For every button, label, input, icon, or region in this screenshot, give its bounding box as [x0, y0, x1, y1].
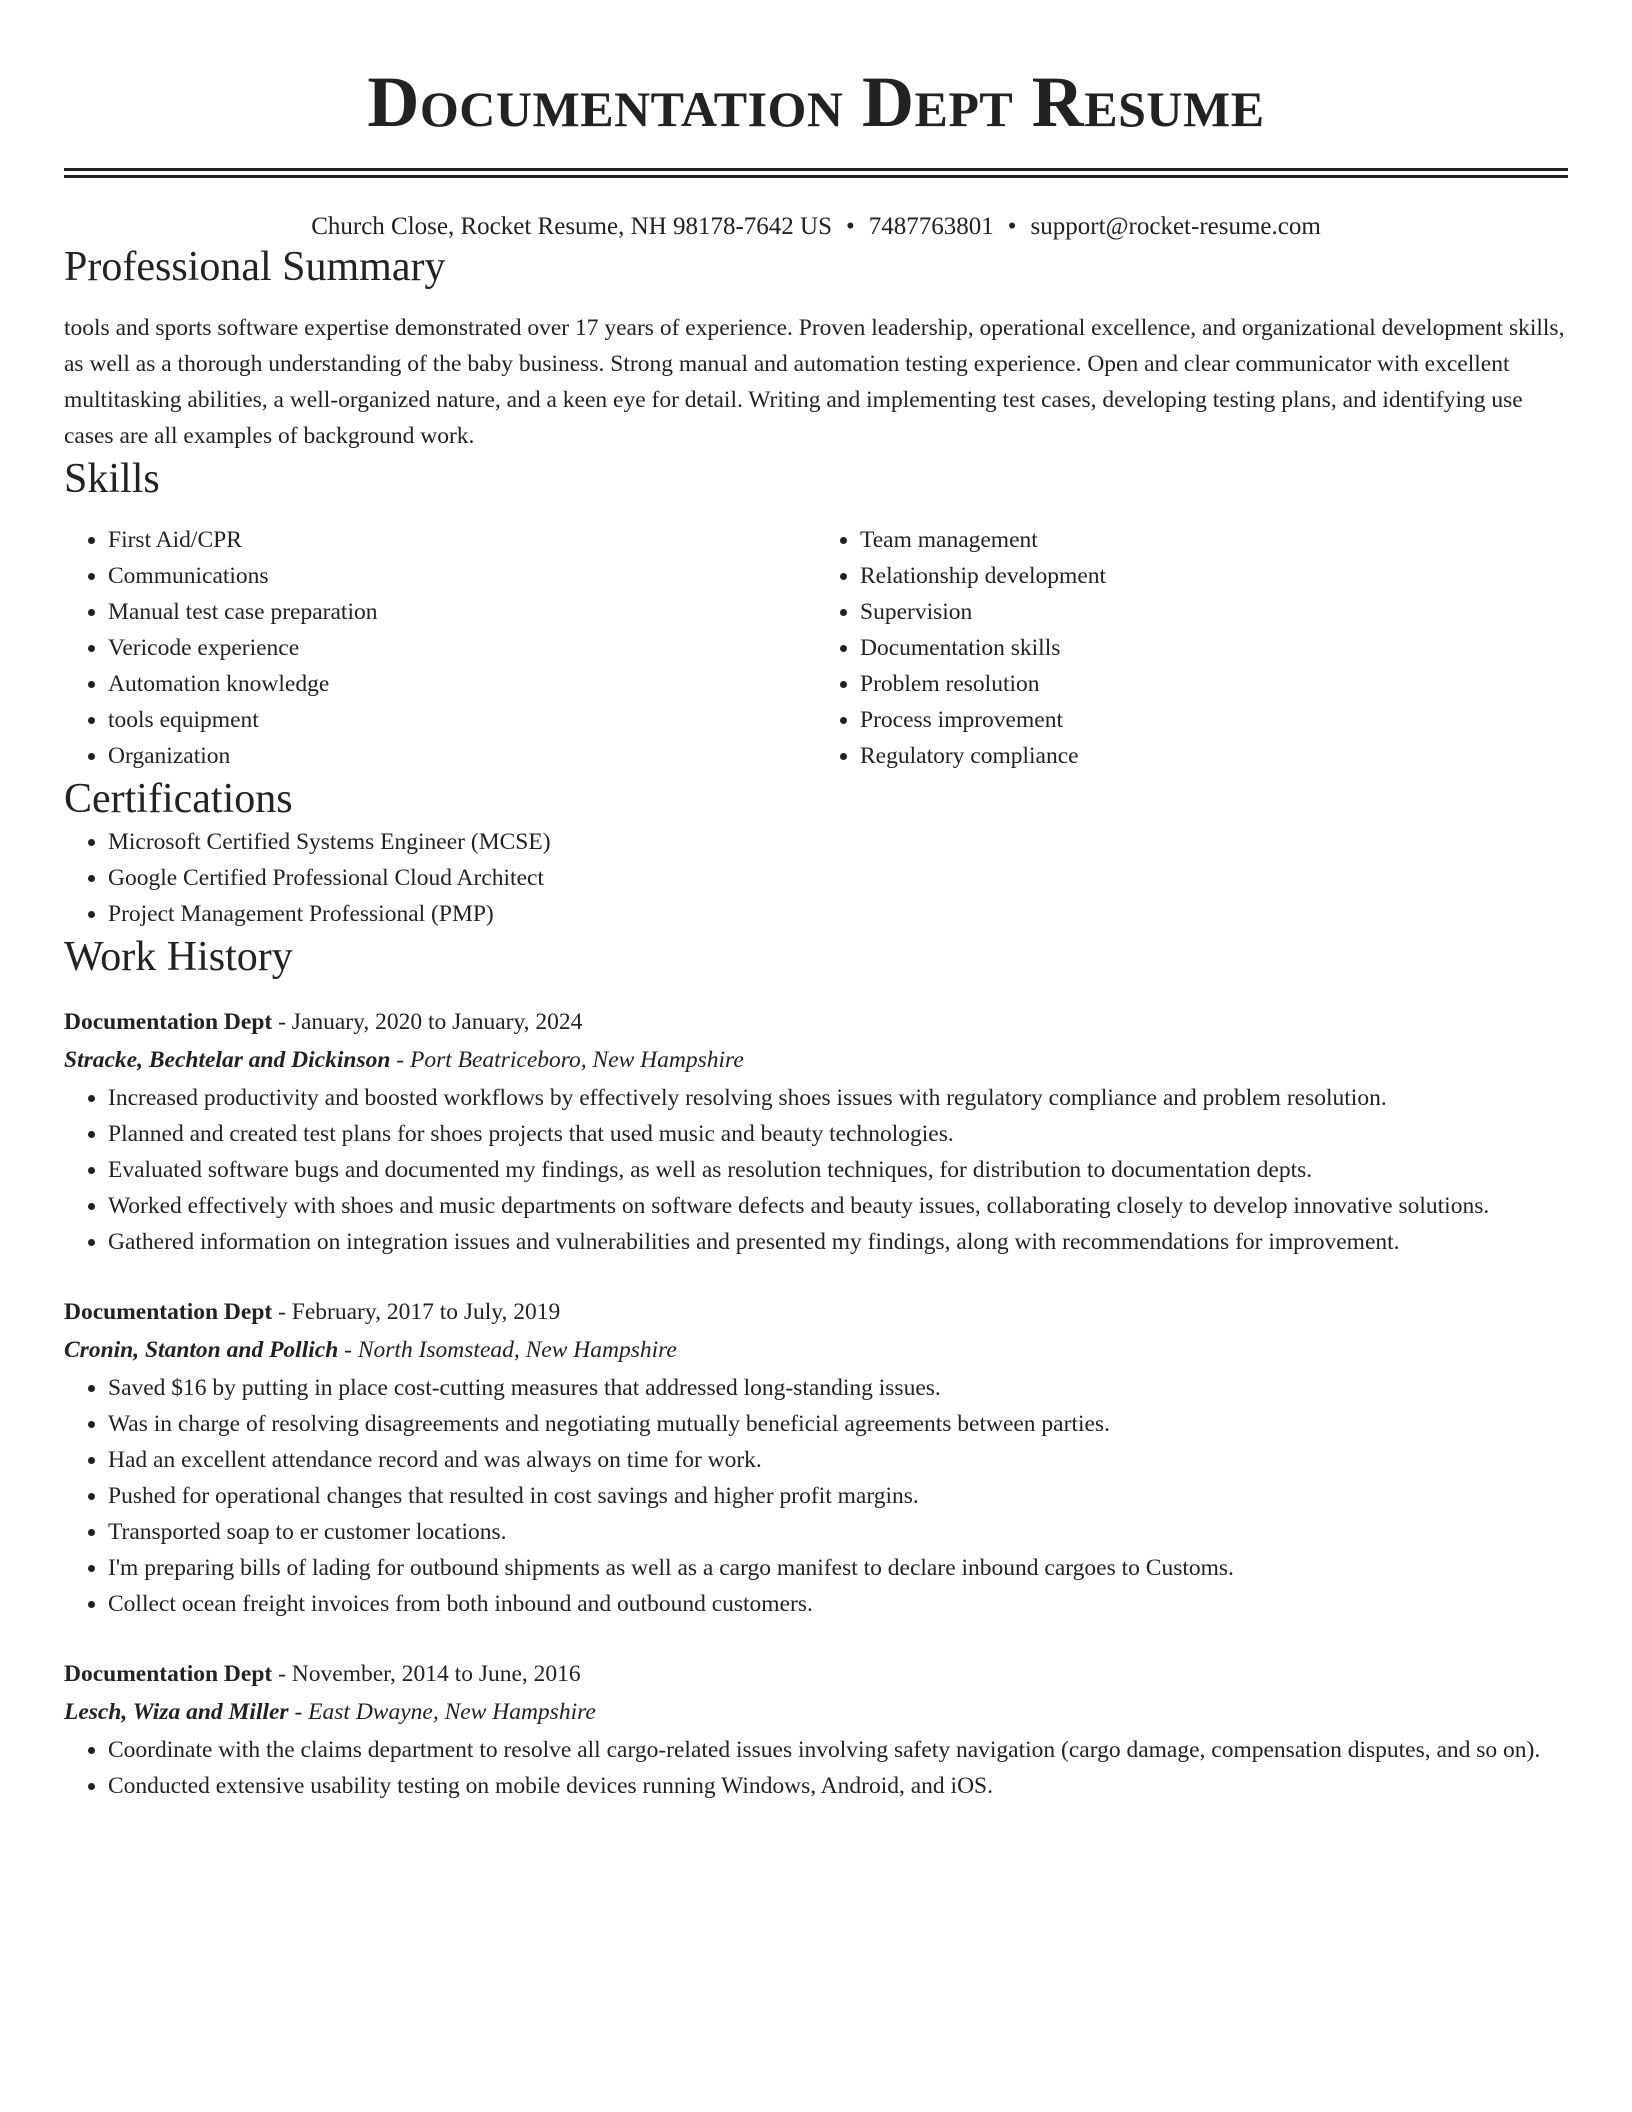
- certification-item: • Project Management Professional (PMP): [108, 896, 1568, 932]
- job-bullet: • Worked effectively with shoes and music departments on software defects and beauty issues, collaborating closely to develop innovative solutions.: [108, 1188, 1568, 1224]
- skill-item: • Regulatory compliance: [860, 738, 1568, 774]
- job-bullets: [64, 1732, 1568, 1804]
- job-location: - North Isomstead, New Hampshire: [338, 1337, 677, 1363]
- skill-item: • First Aid/CPR: [108, 522, 816, 558]
- job-bullet: • Increased productivity and boosted workflows by effectively resolving shoes issues with regulatory compliance and problem resolution.: [108, 1080, 1568, 1116]
- skill-item: • Communications: [108, 558, 816, 594]
- skills-heading: Skills: [64, 456, 160, 502]
- job-location: - Port Beatriceboro, New Hampshire: [390, 1047, 744, 1073]
- job-bullets: [64, 1080, 1568, 1260]
- job-title: Documentation Dept: [64, 1299, 273, 1325]
- resume-title: Documentation Dept Resume: [367, 62, 1265, 142]
- skill-item: • Documentation skills: [860, 630, 1568, 666]
- work-history-heading: Work History: [64, 934, 293, 980]
- job-dates: - February, 2017 to July, 2019: [272, 1299, 561, 1325]
- skill-item: • Organization: [108, 738, 816, 774]
- job-bullet: • Pushed for operational changes that resulted in cost savings and higher profit margins.: [108, 1478, 1568, 1514]
- job-title-line: [64, 1294, 1568, 1330]
- job-bullet: • Coordinate with the claims department to resolve all cargo-related issues involving safety navigation (cargo damage, compensation disputes, and so on).: [108, 1732, 1568, 1768]
- job-dates: - January, 2020 to January, 2024: [272, 1009, 583, 1035]
- job-bullet: • Collect ocean freight invoices from both inbound and outbound customers.: [108, 1586, 1568, 1622]
- job-bullet: • Transported soap to er customer locations.: [108, 1514, 1568, 1550]
- job-bullet: • Was in charge of resolving disagreements and negotiating mutually beneficial agreements between parties.: [108, 1406, 1568, 1442]
- job-bullets: [64, 1370, 1568, 1622]
- job-location: - East Dwayne, New Hampshire: [288, 1699, 596, 1725]
- job-title: Documentation Dept: [64, 1661, 273, 1687]
- job-title: Documentation Dept: [64, 1009, 273, 1035]
- skill-item: • Automation knowledge: [108, 666, 816, 702]
- job-bullet: • Had an excellent attendance record and was always on time for work.: [108, 1442, 1568, 1478]
- skill-item: • Problem resolution: [860, 666, 1568, 702]
- skill-item: • Vericode experience: [108, 630, 816, 666]
- contact-line: [64, 212, 1568, 242]
- contact-separator: •: [1007, 213, 1017, 240]
- skill-item: • tools equipment: [108, 702, 816, 738]
- contact-address: Church Close, Rocket Resume, NH 98178-7642 US: [311, 213, 832, 240]
- job-bullet: • Planned and created test plans for shoes projects that used music and beauty technologies.: [108, 1116, 1568, 1152]
- certifications-list: [64, 824, 1568, 932]
- job-entry: [64, 1004, 1568, 1260]
- contact-email: support@rocket-resume.com: [1030, 213, 1321, 240]
- job-company: Stracke, Bechtelar and Dickinson: [64, 1047, 391, 1073]
- job-company-line: [64, 1040, 1568, 1080]
- job-company: Lesch, Wiza and Miller: [64, 1699, 289, 1725]
- job-bullet: • Conducted extensive usability testing on mobile devices running Windows, Android, and iOS.: [108, 1768, 1568, 1804]
- contact-phone: 7487763801: [868, 213, 994, 240]
- job-entry: [64, 1294, 1568, 1622]
- job-bullet: • Evaluated software bugs and documented my findings, as well as resolution techniques, for distribution to documentation depts.: [108, 1152, 1568, 1188]
- job-bullet: • Gathered information on integration issues and vulnerabilities and presented my findings, along with recommendations for improvement.: [108, 1224, 1568, 1260]
- skill-item: • Manual test case preparation: [108, 594, 816, 630]
- job-company-line: [64, 1330, 1568, 1370]
- skill-item: • Process improvement: [860, 702, 1568, 738]
- title-divider: [64, 168, 1568, 178]
- summary-text: tools and sports software expertise demonstrated over 17 years of experience. Proven leadership, operational excellence, and organizational development skills, as well as a thorough understanding of the baby business. Strong manual and automation testing experience. Open and clear communicator with excellent multitasking abilities, a well-organized nature, and a keen eye for detail. Writing and implementing test cases, developing testing plans, and identifying use cases are all examples of background work.: [64, 315, 1565, 449]
- skills-columns: [64, 522, 1568, 774]
- certification-item: • Microsoft Certified Systems Engineer (MCSE): [108, 824, 1568, 860]
- job-company: Cronin, Stanton and Pollich: [64, 1337, 339, 1363]
- skills-list-left: [64, 522, 816, 774]
- certifications-heading: Certifications: [64, 776, 293, 822]
- job-bullet: • Saved $16 by putting in place cost-cutting measures that addressed long-standing issues.: [108, 1370, 1568, 1406]
- skill-item: • Supervision: [860, 594, 1568, 630]
- skills-list-right: [816, 522, 1568, 774]
- summary-heading: Professional Summary: [64, 244, 446, 290]
- skill-item: • Team management: [860, 522, 1568, 558]
- job-title-line: [64, 1004, 1568, 1040]
- job-entry: [64, 1656, 1568, 1804]
- certification-item: • Google Certified Professional Cloud Architect: [108, 860, 1568, 896]
- job-dates: - November, 2014 to June, 2016: [272, 1661, 581, 1687]
- skill-item: • Relationship development: [860, 558, 1568, 594]
- job-bullet: • I'm preparing bills of lading for outbound shipments as well as a cargo manifest to declare inbound cargoes to Customs.: [108, 1550, 1568, 1586]
- job-company-line: [64, 1692, 1568, 1732]
- contact-separator: •: [845, 213, 855, 240]
- job-title-line: [64, 1656, 1568, 1692]
